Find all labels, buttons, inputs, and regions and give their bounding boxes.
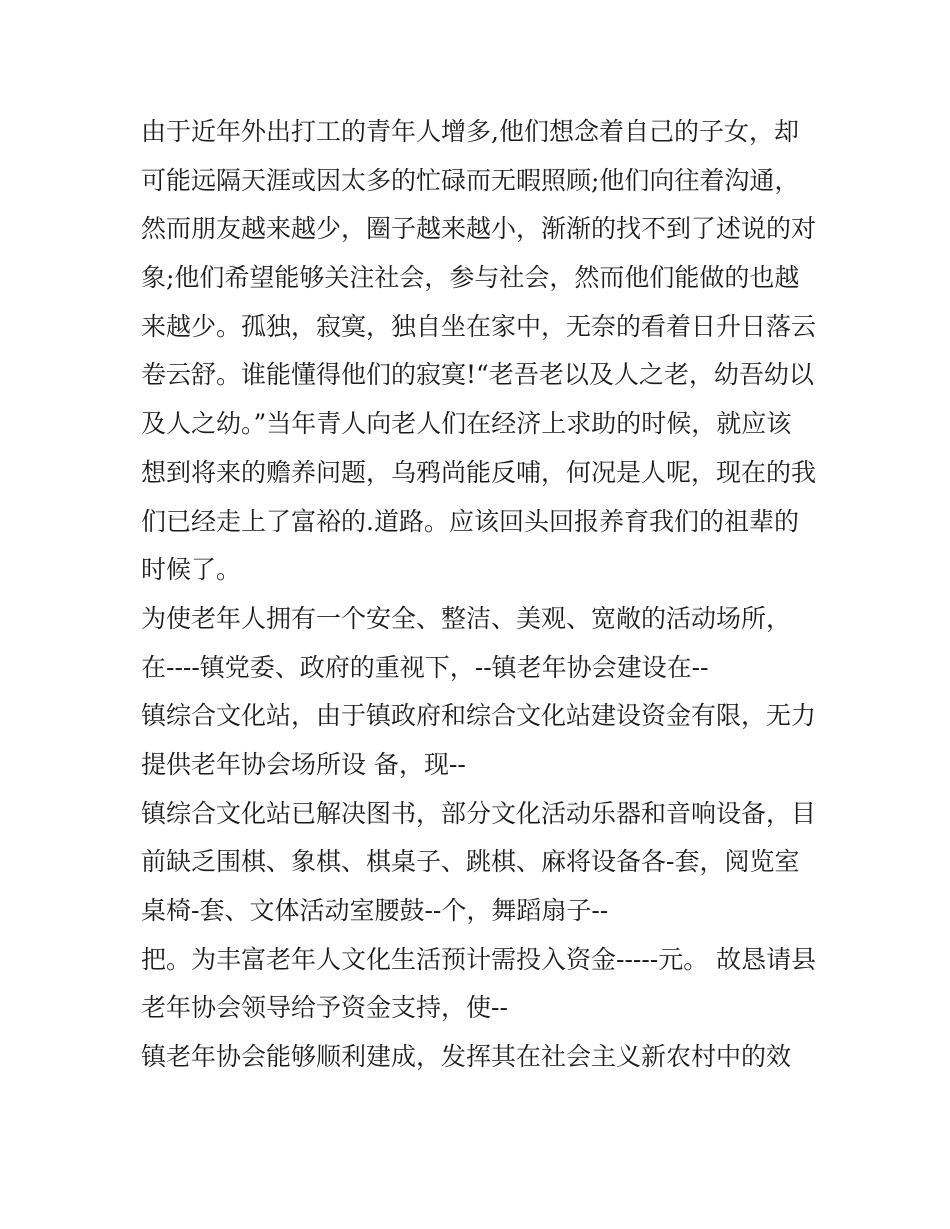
text-line: 来越少。孤独，寂寞，独自坐在家中，无奈的看着日升日落云 <box>141 311 817 341</box>
text-line: 镇老年协会能够顺利建成，发挥其在社会主义新农村中的效 <box>141 1042 792 1072</box>
text-line: 老年协会领导给予资金支持，使-- <box>141 993 508 1023</box>
text-line: 时候了。 <box>141 555 242 585</box>
text-line: 们已经走上了富裕的.道路。应该回头回报养育我们的祖辈的 <box>141 506 799 536</box>
text-line: 前缺乏围棋、象棋、棋桌子、跳棋、麻将设备各-套，阅览室 <box>141 847 800 877</box>
text-line: 及人之幼。”当年青人向老人们在经济上求助的时候，就应该 <box>141 409 792 439</box>
text-line: 卷云舒。谁能懂得他们的寂寞!“老吾老以及人之老，幼吾幼以 <box>141 360 814 390</box>
text-line: 桌椅-套、文体活动室腰鼓--个，舞蹈扇子-- <box>141 896 609 925</box>
text-line: 把。为丰富老年人文化生活预计需投入资金-----元。 故恳请县 <box>141 944 817 974</box>
text-line: 在----镇党委、政府的重视下，--镇老年协会建设在-- <box>141 652 709 682</box>
text-line: 为使老年人拥有一个安全、整洁、美观、宽敞的活动场所， <box>141 603 792 633</box>
text-line: 由于近年外出打工的青年人增多,他们想念着自己的子女，却 <box>141 117 799 146</box>
text-line: 镇综合文化站已解决图书，部分文化活动乐器和音响设备，目 <box>141 798 817 828</box>
text-line: 镇综合文化站，由于镇政府和综合文化站建设资金有限，无力 <box>141 701 817 731</box>
text-line: 想到将来的赡养问题，乌鸦尚能反哺，何况是人呢，现在的我 <box>141 457 817 487</box>
text-line: 然而朋友越来越少，圈子越来越小，渐渐的找不到了述说的对 <box>141 214 817 244</box>
text-line: 可能远隔天涯或因太多的忙碌而无暇照顾;他们向往着沟通， <box>141 165 800 195</box>
text-line: 提供老年协会场所设 备，现-- <box>141 749 466 779</box>
document-body <box>141 108 821 1082</box>
text-line: 象;他们希望能够关注社会，参与社会，然而他们能做的也越 <box>141 263 800 293</box>
